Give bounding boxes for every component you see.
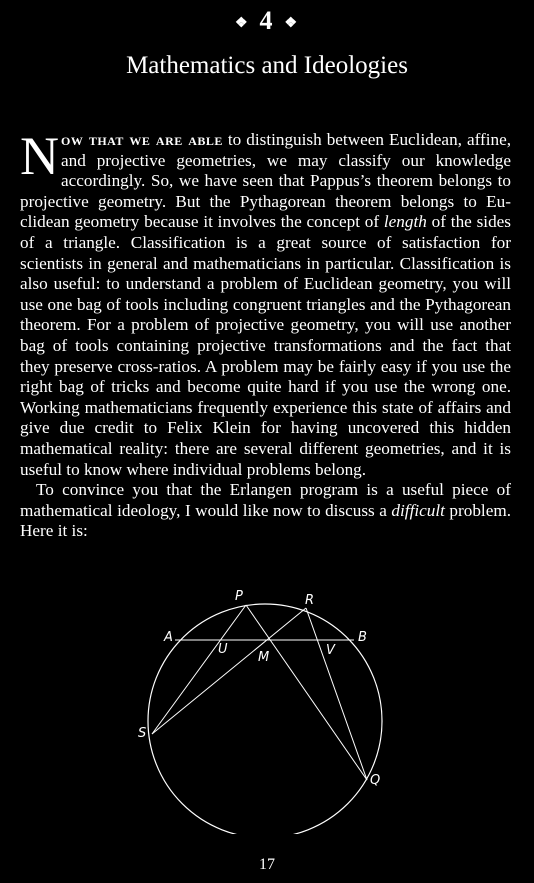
label-U: U: [218, 642, 228, 657]
label-Q: Q: [370, 773, 381, 788]
ornament-left-icon: ❖: [234, 15, 250, 31]
chord-RS: [152, 608, 306, 734]
chapter-number-value: 4: [259, 6, 275, 35]
ornament-right-icon: ❖: [284, 15, 300, 31]
label-P: P: [235, 589, 243, 604]
paragraph-2: [20, 480, 511, 542]
paragraph-2-text-a: To convince you that the Erlangen program is a useful piece of mathematical ideology, I would like now to discuss a: [20, 480, 511, 520]
paragraph-2-text-b: problem. Here it is:: [20, 500, 511, 541]
geometry-figure: [130, 584, 400, 834]
paragraph-1-text-b: of the sides of a triangle. Classification is a great source of satisfaction for scientists in general and mathematicians in particular. Classification is also useful: to understand a problem of Euclidean geometry, you will use one bag of tools including congruent triangles and the Pythagorean theorem. For a problem of projective geometry, you will use another bag of tools containing projective transformations and the fact that they preserve cross-ratios. A problem may be fairly easy if you use the right bag of tricks and become quite hard if you use the wrong one. Working mathematicians frequently experience this state of affairs and give due credit to Felix Klein for having uncovered this hidden mathematical reality: there are several different geometries, and it is useful to know where individual problems belong.: [20, 212, 511, 479]
label-S: S: [138, 726, 147, 741]
chapter-title: Mathematics and Ideologies: [126, 52, 408, 79]
label-V: V: [326, 643, 335, 658]
chord-PQ: [246, 605, 367, 780]
label-R: R: [305, 593, 315, 608]
label-M: M: [258, 650, 270, 665]
emphasis-length: length: [383, 212, 427, 232]
chapter-number: [0, 6, 534, 36]
body-text: [20, 126, 512, 542]
paragraph-1-text-a: to distinguish between Euclidean, affine, and projective geometries, we may classify our knowledge accordingly. So, we have seen that Pappus’s theorem belongs to projective geometry. But the Pythagorean theorem belongs to Euclidean geometry because it involves the concept of: [20, 130, 512, 232]
label-A: A: [164, 630, 173, 645]
opening-smallcaps: ow that we are able: [61, 130, 223, 149]
emphasis-difficult: difficult: [391, 500, 445, 520]
paragraph-1: [20, 126, 512, 480]
circle: [148, 604, 382, 834]
page-number: 17: [259, 856, 275, 873]
label-B: B: [358, 630, 367, 645]
drop-cap: N: [20, 126, 59, 186]
